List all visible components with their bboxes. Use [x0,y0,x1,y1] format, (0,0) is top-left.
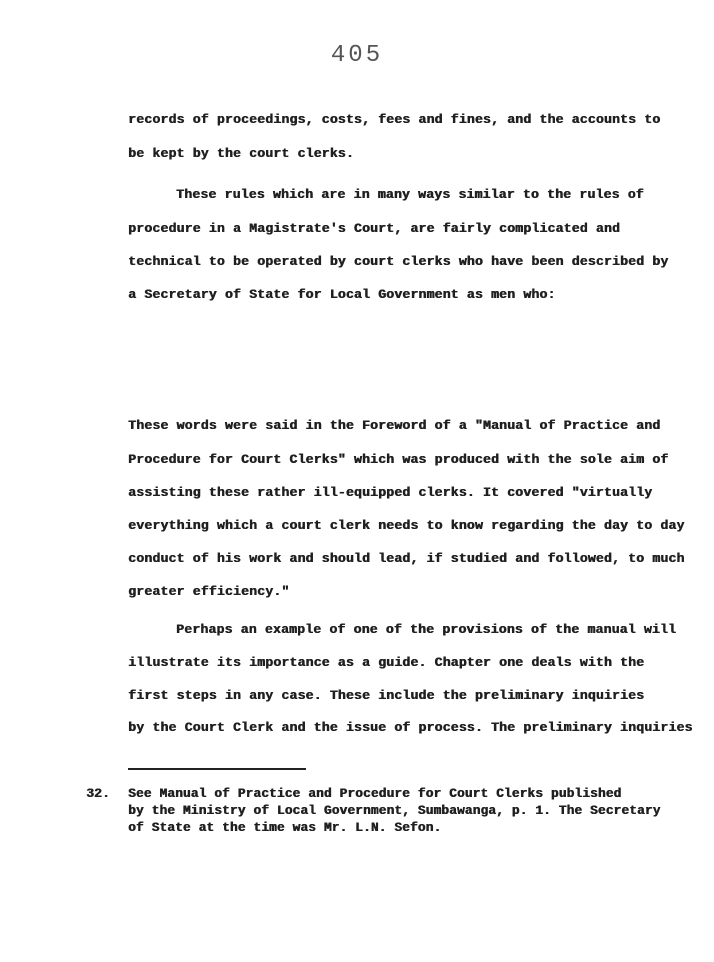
footnote-divider [128,768,306,770]
paragraph-2-line-2: procedure in a Magistrate's Court, are fairly complicated and [128,221,620,236]
paragraph-3-line-4: everything which a court clerk needs to know regarding the day to day [128,518,685,533]
paragraph-1-line-2: be kept by the court clerks. [128,146,354,161]
footnote-line-1: See Manual of Practice and Procedure for Court Clerks published [128,786,622,801]
paragraph-1-line-1: records of proceedings, costs, fees and fines, and the accounts to [128,112,661,127]
paragraph-4-line-2: illustrate its importance as a guide. Chapter one deals with the [128,655,645,670]
paragraph-3-line-1: These words were said in the Foreword of a "Manual of Practice and [128,418,661,433]
paragraph-2-line-4: a Secretary of State for Local Government as men who: [128,287,556,302]
paragraph-2-line-3: technical to be operated by court clerks who have been described by [128,254,669,269]
footnote-line-3: of State at the time was Mr. L.N. Sefon. [128,820,442,835]
paragraph-2-line-1: These rules which are in many ways similar to the rules of [176,187,644,202]
footnote-marker: 32. [86,786,110,801]
paragraph-4-line-3: first steps in any case. These include the preliminary inquiries [128,688,645,703]
paragraph-3-line-5: conduct of his work and should lead, if studied and followed, to much [128,551,685,566]
paragraph-4-line-4: by the Court Clerk and the issue of process. The preliminary inquiries [128,720,693,735]
paragraph-3-line-3: assisting these rather ill-equipped clerks. It covered "virtually [128,485,653,500]
paragraph-3-line-6: greater efficiency." [128,584,290,599]
paragraph-4-line-1: Perhaps an example of one of the provisions of the manual will [176,622,676,637]
footnote-line-2: by the Ministry of Local Government, Sumbawanga, p. 1. The Secretary [128,803,661,818]
page-number: 405 [330,42,384,69]
paragraph-3-line-2: Procedure for Court Clerks" which was produced with the sole aim of [128,452,669,467]
